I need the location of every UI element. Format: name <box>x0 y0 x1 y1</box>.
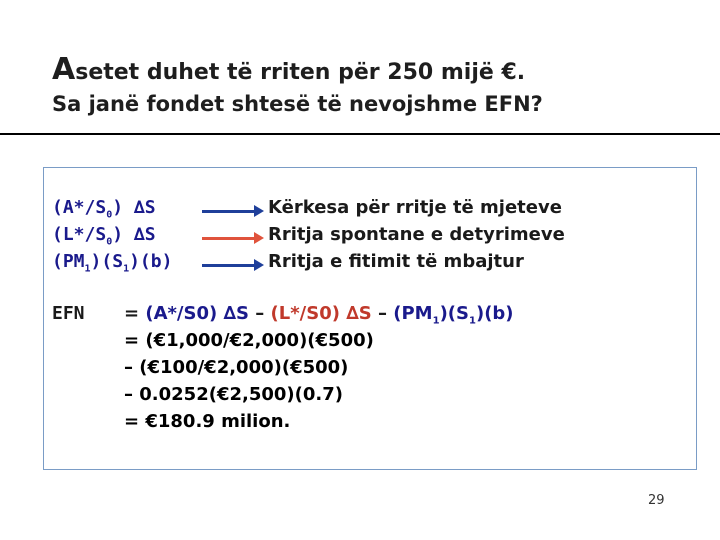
efn-line-2: = (€1,000/€2,000)(€500) <box>124 330 374 351</box>
slide-title <box>52 52 525 87</box>
description-assets: Kërkesa për rritje të mjeteve <box>268 197 562 218</box>
formula-retained: $(PM_1)(S_1)(b)$ <box>52 251 173 275</box>
title-rest: setet duhet të rriten për 250 mijë €. <box>75 60 526 85</box>
efn-line-4: – 0.0252(€2,500)(0.7) <box>124 384 343 405</box>
formula-liabilities: $(L*/S_0)$ ∆S <box>52 224 156 248</box>
formula-assets: $(A*/S_0)$ ∆S <box>52 197 156 221</box>
arrow-right-icon <box>202 259 264 271</box>
efn-label: EFN <box>52 303 85 324</box>
page-number: 29 <box>648 493 665 508</box>
efn-line-3: – (€100/€2,000)(€500) <box>124 357 349 378</box>
description-retained: Rritja e fitimit të mbajtur <box>268 251 524 272</box>
title-first-letter: A <box>52 52 76 87</box>
title-divider <box>0 133 720 135</box>
description-liabilities: Rritja spontane e detyrimeve <box>268 224 565 245</box>
efn-line-5: = €180.9 milion. <box>124 411 291 432</box>
slide-subtitle: Sa janë fondet shtesë të nevojshme EFN? <box>52 92 543 116</box>
arrow-right-icon <box>202 205 264 217</box>
efn-line-1: = (A*/S0) ∆S – (L*/S0) $\Delta S - (PM_1)(S_1)(b)$ <box>124 303 514 327</box>
arrow-right-icon <box>202 232 264 244</box>
